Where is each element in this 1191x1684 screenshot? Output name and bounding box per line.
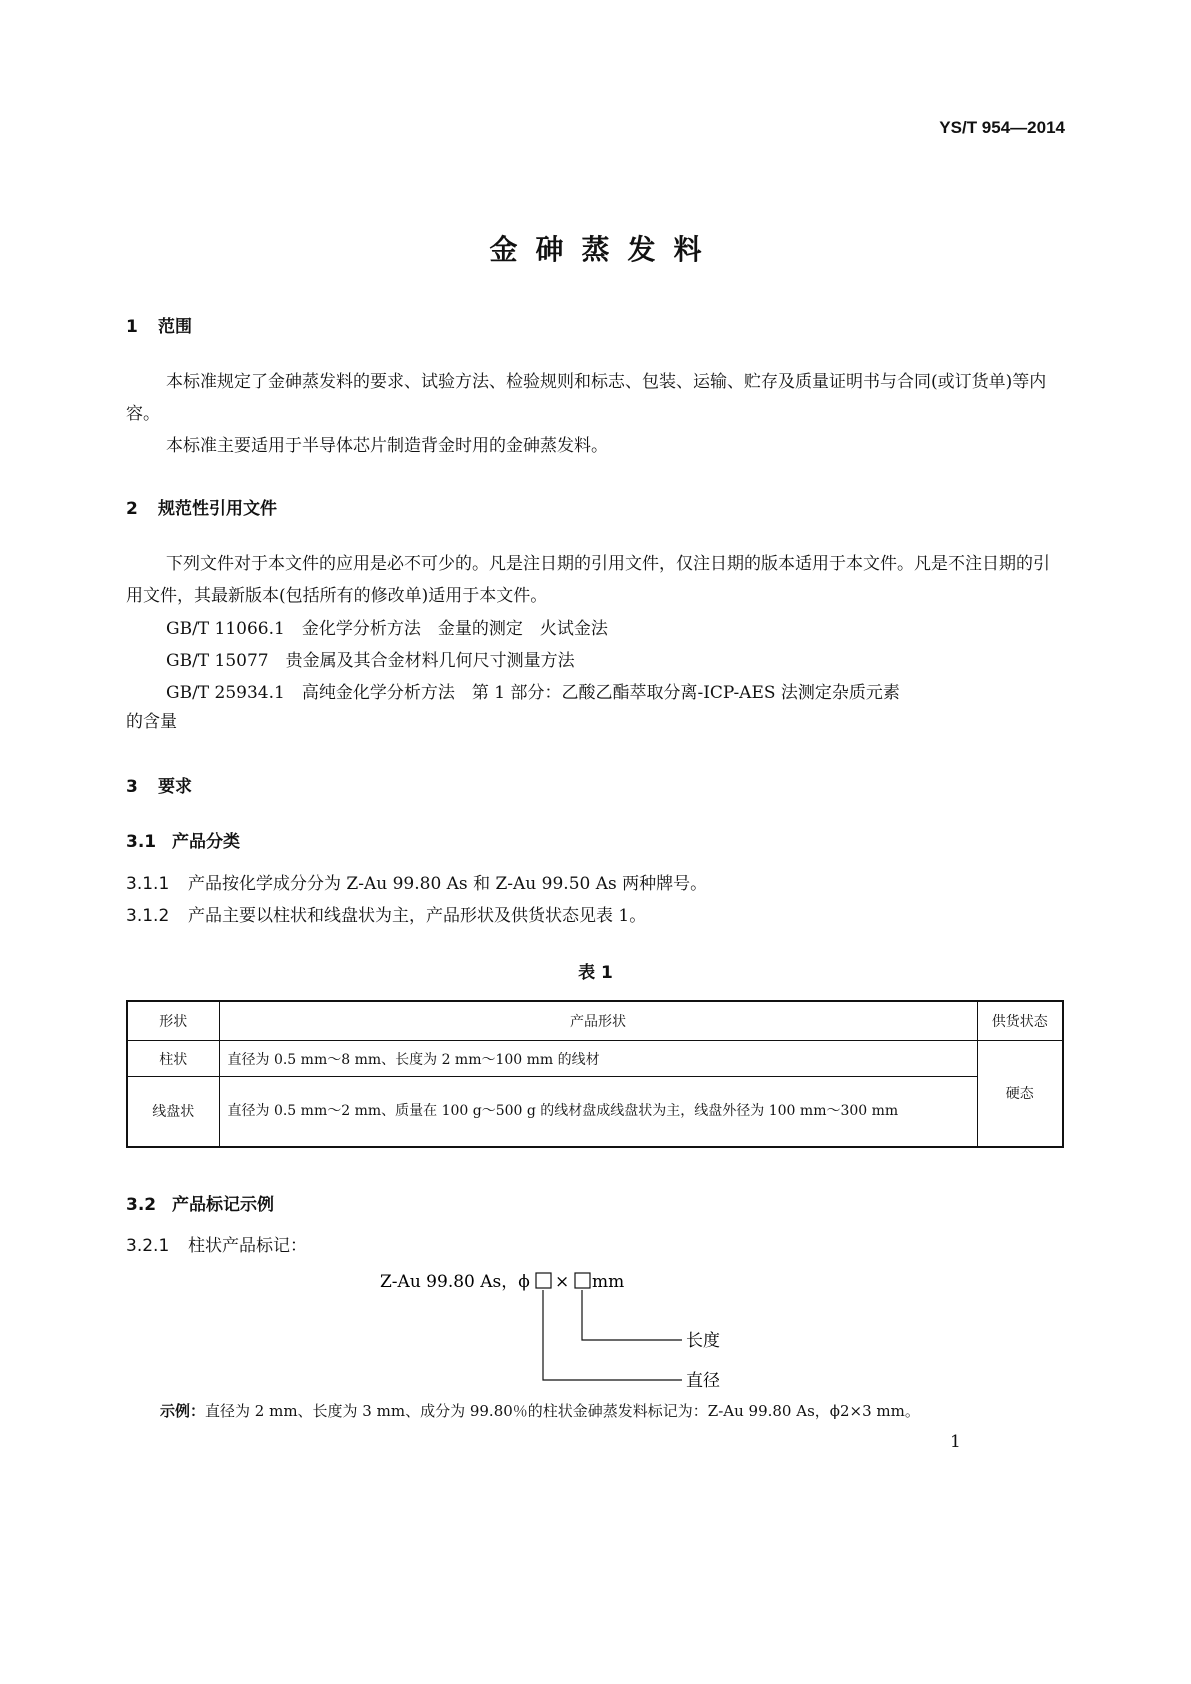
section-2-heading <box>126 494 277 519</box>
unit-label: mm <box>592 1272 625 1292</box>
product-shape-table <box>126 1000 1064 1148</box>
section-1-paragraph-2: 本标准主要适用于半导体芯片制造背金时用的金砷蒸发料。 <box>166 436 608 456</box>
clause-number: 3.1.2 <box>126 906 170 926</box>
section-title: 要求 <box>158 777 192 797</box>
table-header-cell: 产品形状 <box>219 1001 977 1041</box>
standard-number: YS/T 954—2014 <box>939 118 1065 137</box>
section-title: 产品分类 <box>172 832 240 852</box>
table-header-cell: 形状 <box>127 1001 219 1041</box>
section-number: 3.1 <box>126 832 157 852</box>
section-3-1-heading <box>126 827 240 852</box>
example-label: 示例： <box>160 1402 206 1420</box>
clause-number: 3.2.1 <box>126 1236 170 1256</box>
clause-text: 产品主要以柱状和线盘状为主，产品形状及供货状态见表 1。 <box>188 906 647 926</box>
clause-3-1-1 <box>126 868 707 900</box>
section-1-paragraph-1: 本标准规定了金砷蒸发料的要求、试验方法、检验规则和标志、包装、运输、贮存及质量证明书与合同(或订货单)等内容。 <box>126 372 1047 424</box>
table-cell-supply-state: 硬态 <box>977 1041 1063 1147</box>
table-row <box>127 1041 1063 1077</box>
page-number: 1 <box>950 1432 961 1452</box>
diameter-placeholder-box <box>536 1273 551 1288</box>
reference-title: 高纯金化学分析方法 第 1 部分：乙酸乙酯萃取分离-ICP-AES 法测定杂质元素 <box>301 683 900 703</box>
diameter-label: 直径 <box>686 1371 720 1391</box>
section-1-heading <box>126 312 192 337</box>
normative-reference <box>166 678 900 703</box>
section-number: 3 <box>126 777 138 797</box>
section-2-paragraph-1: 下列文件对于本文件的应用是必不可少的。凡是注日期的引用文件，仅注日期的版本适用于本文件。凡是不注日期的引用文件，其最新版本(包括所有的修改单)适用于本文件。 <box>126 554 1050 606</box>
table-caption: 表 1 <box>578 963 613 983</box>
marking-diagram-svg <box>380 1266 800 1406</box>
section-title: 范围 <box>158 317 192 337</box>
reference-code: GB/T 25934.1 <box>166 683 285 703</box>
marking-example <box>160 1400 920 1421</box>
normative-reference <box>166 646 575 671</box>
times-sign: × <box>555 1272 570 1292</box>
table-header-cell: 供货状态 <box>977 1001 1063 1041</box>
section-3-heading <box>126 772 192 797</box>
example-text: 直径为 2 mm、长度为 3 mm、成分为 99.80％的柱状金砷蒸发料标记为：Z-Au 99.80 As，ϕ2×3 mm。 <box>205 1402 920 1420</box>
table-cell-shape: 柱状 <box>127 1041 219 1077</box>
section-3-2-heading <box>126 1190 274 1215</box>
clause-3-1-2 <box>126 900 646 932</box>
length-label: 长度 <box>686 1331 720 1351</box>
diameter-leader-line <box>543 1290 682 1380</box>
table-cell-shape: 线盘状 <box>127 1077 219 1147</box>
document-title: 金砷蒸发料 <box>489 233 720 266</box>
normative-reference <box>166 614 608 639</box>
section-title: 产品标记示例 <box>172 1195 274 1215</box>
table-cell-description: 直径为 0.5 mm～8 mm、长度为 2 mm～100 mm 的线材 <box>219 1041 977 1077</box>
clause-3-2-1 <box>126 1230 307 1262</box>
clause-text: 产品按化学成分分为 Z-Au 99.80 As 和 Z-Au 99.50 As 两种牌号。 <box>188 874 708 894</box>
reference-title: 金化学分析方法 金量的测定 火试金法 <box>301 619 608 639</box>
reference-code: GB/T 15077 <box>166 651 269 671</box>
clause-text: 柱状产品标记： <box>188 1236 307 1256</box>
section-number: 3.2 <box>126 1195 157 1215</box>
clause-number: 3.1.1 <box>126 874 170 894</box>
table-header-row <box>127 1001 1063 1041</box>
reference-code: GB/T 11066.1 <box>166 619 285 639</box>
length-placeholder-box <box>575 1273 590 1288</box>
reference-continuation: 的含量 <box>126 712 177 732</box>
marking-formula-prefix: Z-Au 99.80 As，ϕ <box>380 1272 530 1292</box>
section-title: 规范性引用文件 <box>158 499 277 519</box>
marking-diagram <box>380 1266 800 1406</box>
length-leader-line <box>582 1290 682 1340</box>
section-number: 1 <box>126 317 138 337</box>
table-cell-description: 直径为 0.5 mm～2 mm、质量在 100 g～500 g 的线材盘成线盘状为主，线盘外径为 100 mm～300 mm <box>219 1077 977 1147</box>
reference-title: 贵金属及其合金材料几何尺寸测量方法 <box>285 651 575 671</box>
section-number: 2 <box>126 499 138 519</box>
table-row <box>127 1077 1063 1147</box>
